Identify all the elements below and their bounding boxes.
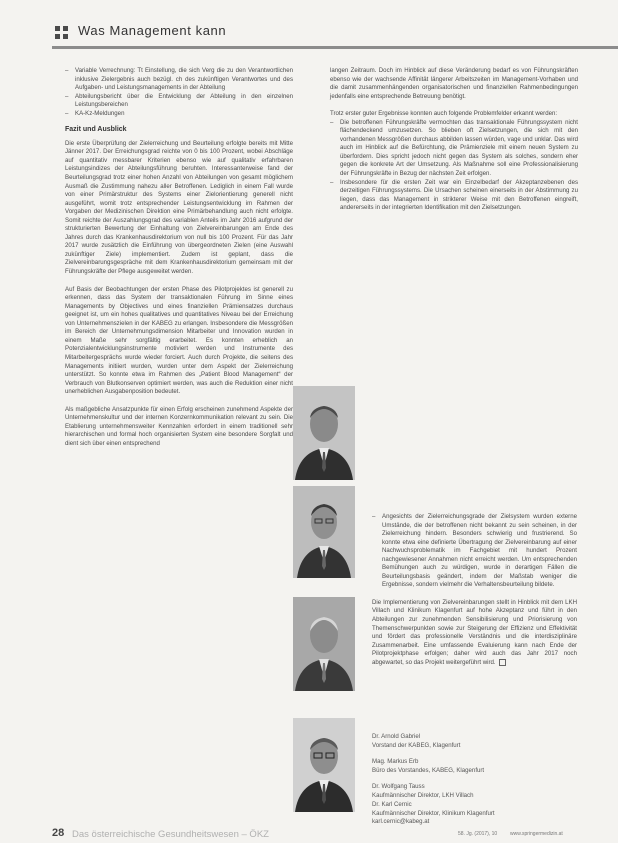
issue-info: 58. Jg. (2017), 10 (458, 831, 498, 837)
author-photo (293, 597, 355, 691)
page-number: 28 (52, 827, 65, 839)
author-name: Dr. Karl Cernic (372, 801, 412, 808)
author-caption (372, 783, 582, 800)
paragraph: Als maßgebliche Ansatzpunkte für einen Erfolg erscheinen zunehmend Aspekte der Unternehmenskultur und der internen Konzernkommunikation relevant zu sein. Die Etablierung unternehmensweiter Kennzahlen erfordert in einem traditionell sehr hierarchischen und formal hoch organisierten System eine besondere Sorgfalt und dient sich über einen entsprechend (65, 405, 293, 447)
end-of-article-icon (499, 659, 506, 666)
author-name: Mag. Markus Erb (372, 758, 419, 765)
portrait-image (293, 386, 355, 480)
list-item: – Abteilungsbericht über die Entwicklung der Abteilung in den einzelnen Leistungsbereichen (65, 93, 293, 110)
author-email[interactable]: karl.cernic@kabeg.at (372, 818, 430, 825)
right-column-lower (372, 513, 577, 667)
list-item: – Insbesondere für die ersten Zeit war ein Einzelbedarf der Akzeptanzebenen des derzeitigen Führungssystems. Die Ursachen scheinen einerseits in der Abstimmung zu liegen, dass das Management in strikterer Weise mit den Betroffenen eingreift, andererseits in der integrierten Identifikation mit den Zielsetzungen. (330, 179, 578, 213)
paragraph: Auf Basis der Beobachtungen der ersten Phase des Pilotprojektes ist generell zu erkennen, dass das System der transaktionalen Führung im Sinne eines Managements by Objectives und eines finanziellen Prämiensatzes durchaus geeignet ist, um ein hohes qualitatives und quantitatives Niveau bei der Erreichung von Unternehmenszielen in der KABEG zu erlangen. Insbesondere die Messgrößen im Bereich der Unternehmungsdimension Mitarbeiter und Innovation wurden in einem Maße sehr sorgfältig erarbeitet. Es konnten erheblich an Potenzialentwicklungsinstrumente motiviert werden und Instrumente des Mitarbeitergesprächs wurde wieder forciert. Auch durch Projekte, die seitens des Managements initiiert wurden, wurden unter dem Aspekt der Zielerreichung unterstützt. So konnte etwa im Rahmen des „Patient Blood Management“ der Verbrauch von Blutkonserven optimiert werden, was auch die Reduktion einer nicht unerheblichen Ausgabenposition bedeutet. (65, 285, 293, 396)
author-role: Büro des Vorstandes, KABEG, Klagenfurt (372, 766, 485, 774)
portrait-image (293, 597, 355, 691)
publication-title: Das österreichische Gesundheitswesen – ÖKZ (72, 829, 269, 840)
list-item: – Angesichts der Zielerreichungsgrade der Zielsystem wurden externe Umstände, die der betroffenen nicht bekannt zu sein scheinen, in der Zielerreichung hindern. Besonders schwierig und frustrierend. So konnte etwa eine definierte Übertragung der Zielvereinbarung auf einer Nachwuchsproblematik im Fachgebiet mit hundert Prozent nachgewiesener Annahmen nicht erreicht werden. Um entsprechenden Bemühungen auch zu würdigen, wurde in derartigen Fällen die Beurteilungsbasis geändert, indem der Maßstab weniger die Ergebnisse, sondern vielmehr die Verhaltensbeurteilung bildete. (372, 513, 577, 590)
author-role: Kaufmännischer Direktor, Klinikum Klagenfurt (372, 809, 495, 817)
page-footer (52, 829, 612, 843)
problem-list (330, 119, 578, 213)
publisher-url[interactable]: www.springermedizin.at (510, 831, 563, 837)
author-role: Vorstand der KABEG, Klagenfurt (372, 741, 461, 749)
author-name: Dr. Arnold Gabriel (372, 733, 421, 740)
section-title: Was Management kann (78, 23, 227, 38)
paragraph: langen Zeitraum. Doch im Hinblick auf diese Veränderung bedarf es von Führungskräften ebenso wie der wachsende Affinität längerer Arbeitszeiten im Management-Vorhaben und die damit zusammenhängenden organisatorischen und finanziellen Rahmenbedingungen jedenfalls eine entsprechende Betreuung benötigt. (330, 67, 578, 100)
page-header (52, 22, 618, 52)
portrait-image (293, 718, 355, 812)
author-name: Dr. Wolfgang Tauss (372, 783, 425, 790)
author-photo (293, 718, 355, 812)
closing-paragraph (372, 599, 577, 667)
paragraph: Trotz erster guter Ergebnisse konnten auch folgende Problemfelder erkannt werden: (330, 110, 558, 118)
author-caption (372, 733, 582, 750)
problem-list-continued (372, 513, 577, 590)
section-heading: Fazit und Ausblick (65, 126, 127, 134)
author-photo (293, 386, 355, 480)
author-photo (293, 486, 355, 578)
portrait-image (293, 486, 355, 578)
left-column (65, 67, 293, 448)
paragraph: Die erste Überprüfung der Zielerreichung und Beurteilung erfolgte bereits mit Mitte Jänner 2017. Der Erreichungsgrad reichte von 0 bis 100 Prozent, wobei Abschläge auf quantitativ messbarer Kriterien ebenso wie auf qualitativ erfahrbaren Leistungsindizes der Abteilungsführung beruhten. Interessanterweise fand der Beurteilungsgrad trotz einer hohen Anzahl von Abteilungen von gesamt möglichem Ausmaß die Zustimmung nahezu aller Betroffenen. Lediglich in einem Fall wurde von einer Primärstruktur des Systems einer Zielorientierung generell nicht ausgeführt, womit trotz entsprechender Leistungsentwicklung im Rahmen der Vorgaben der Medizinischen Direktion eine Primärbehandlung auch nicht erfolgte. Somit reichte der Auszahlungsgrad des variablen Anteils im Jahr 2016 aufgrund der strukturierten Bewertung der Einhaltung von Zielvereinbarungen am Ende des Jahres durch das Krankenhausdirektorium von null bis 100 Prozent. Für das Jahr 2017 wurde zusätzlich die Einführung von übergeordneten Zielen (eine Auswahl zukünftiger Ziele) implementiert. Zudem ist geplant, dass die Zielvereinbarungsgespräche mit dem Krankenhausdirektorium gemeinsam mit der Führungskräfte der Pflege ausgeweitet werden. (65, 139, 293, 276)
author-caption (372, 758, 582, 775)
section-grid-icon (55, 26, 69, 40)
list-item: – Variable Verrechnung: Tt Einstellung, die sich Verg die zu den Verantwortlichen inklusive Zielergebnis auch bezügl. ch des zukünftigen Verantwortes und des Aufgaben- und Leistungsmanagements in der Abteilung (65, 67, 293, 93)
left-bullet-list (65, 67, 293, 118)
list-item: – KA-Kz-Meldungen (65, 110, 293, 119)
author-caption (372, 801, 582, 827)
right-column (330, 67, 578, 213)
header-rule (52, 46, 618, 49)
list-item: – Die betroffenen Führungskräfte vermochten das transaktionale Führungssystem nicht flächendeckend umzusetzen. So blieben oft Zielsetzungen, die sich mit den vorhandenen Messgrößen durchaus abbilden lassen würden, vage und unklar. Das wird auch im Hinblick auf die Befürchtung, die Prämienziele mit einem neuen System zu überfordern. Dies spricht jedoch nicht gegen das System als solches, sondern eher gegen die konkrete Art der Umsetzung. Als Maßnahme soll eine Professionalisierung der Führungskräfte in Bezug der nächsten Zeit erfolgen. (330, 119, 578, 179)
closing-text: Die Implementierung von Zielvereinbarungen stellt in Hinblick mit dem LKH Villach und Klinikum Klagenfurt auf hohe Akzeptanz und führt in den Abteilungen zur zunehmenden Sensibilisierung und Priorisierung von Themenschwerpunkten sowie zur Steigerung der Effizienz und Effektivität und fördert das professionelle Verständnis und die interdisziplinäre Zusammenarbeit. Eine umfassende Evaluierung kann nach Ende der Pilotprojektphase erfolgen; daher wird auch das Jahr 2017 noch abgewartet, so das Projekt weitergeführt wird. (372, 598, 577, 666)
author-role: Kaufmännischer Direktor, LKH Villach (372, 791, 474, 799)
